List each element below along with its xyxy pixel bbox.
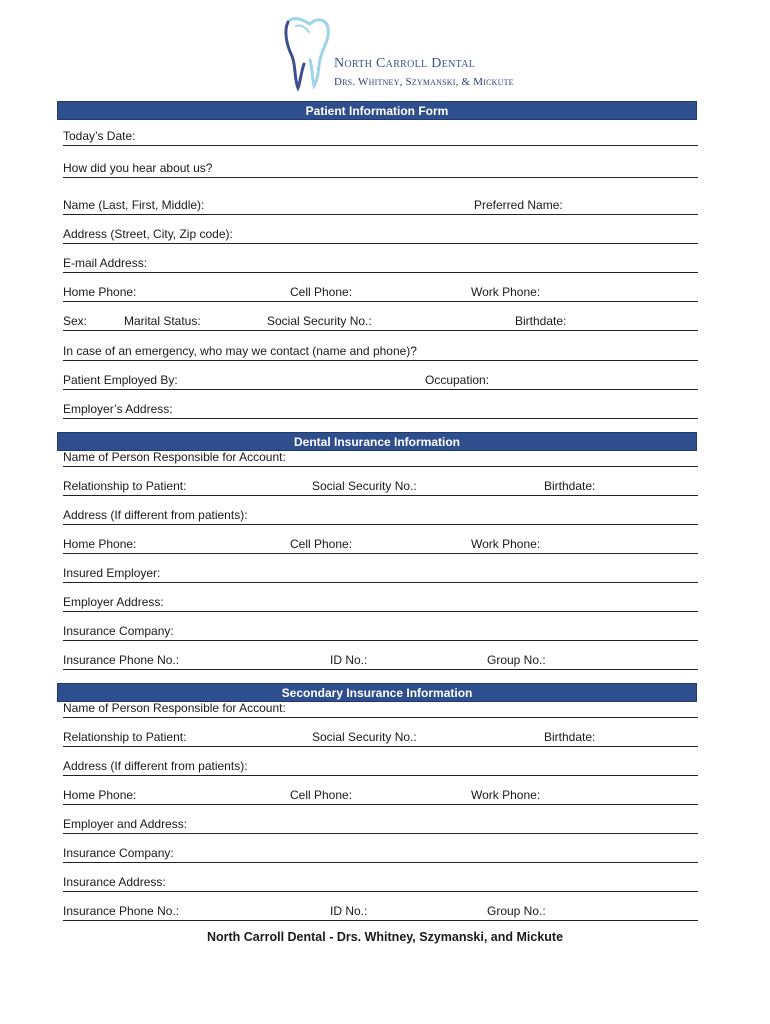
address-label: Address (Street, City, Zip code): [63,227,233,241]
field-dental-relationship[interactable] [63,478,698,496]
field-dental-address[interactable] [63,507,698,525]
field-sex-marital-ssn-birthdate[interactable] [63,313,698,331]
preferred-name-label: Preferred Name: [474,198,563,212]
secondary-group-no-label: Group No.: [487,904,546,918]
dental-employer-address-label: Employer Address: [63,595,164,609]
logo-practice-name: North Carroll Dental [334,56,476,71]
secondary-responsible-label: Name of Person Responsible for Account: [63,701,286,715]
secondary-birthdate-label: Birthdate: [544,730,596,744]
secondary-insurance-header: Secondary Insurance Information [57,683,697,702]
work-phone-label: Work Phone: [471,285,541,299]
sex-label: Sex: [63,314,88,328]
dental-insurance-phone-label: Insurance Phone No.: [63,653,180,667]
emergency-label: In case of an emergency, who may we contact (name and phone)? [63,344,417,358]
dental-insurance-company-label: Insurance Company: [63,624,174,638]
secondary-insurance-address-label: Insurance Address: [63,875,166,889]
employer-address-label: Employer’s Address: [63,402,173,416]
secondary-cell-phone-label: Cell Phone: [290,788,353,802]
field-secondary-phones[interactable] [63,787,698,805]
dental-birthdate-label: Birthdate: [544,479,596,493]
dental-home-phone-label: Home Phone: [63,537,137,551]
secondary-id-no-label: ID No.: [330,904,368,918]
field-hear-about-us[interactable] [63,160,698,178]
dental-insurance-header: Dental Insurance Information [57,432,697,451]
birthdate-label: Birthdate: [515,314,567,328]
secondary-address-label: Address (If different from patients): [63,759,248,773]
dental-address-label: Address (If different from patients): [63,508,248,522]
field-dental-responsible[interactable] [63,449,698,467]
dental-group-no-label: Group No.: [487,653,546,667]
secondary-home-phone-label: Home Phone: [63,788,137,802]
dental-id-no-label: ID No.: [330,653,368,667]
field-name-row[interactable] [63,197,698,215]
logo-doctors: Drs. Whitney, Szymanski, & Mickute [334,76,514,88]
tooth-icon [282,14,332,94]
field-emergency-contact[interactable] [63,343,698,361]
field-secondary-insurance-numbers[interactable] [63,903,698,921]
field-employer-address[interactable] [63,401,698,419]
dental-responsible-label: Name of Person Responsible for Account: [63,450,286,464]
todays-date-label: Today’s Date: [63,129,136,143]
field-dental-insurance-numbers[interactable] [63,652,698,670]
employed-by-label: Patient Employed By: [63,373,178,387]
field-secondary-relationship[interactable] [63,729,698,747]
page-footer: North Carroll Dental - Drs. Whitney, Szymanski, and Mickute [206,930,564,944]
field-secondary-responsible[interactable] [63,700,698,718]
ssn-label: Social Security No.: [267,314,372,328]
secondary-employer-address-label: Employer and Address: [63,817,188,831]
email-label: E-mail Address: [63,256,148,270]
marital-status-label: Marital Status: [124,314,201,328]
cell-phone-label: Cell Phone: [290,285,353,299]
dental-ssn-label: Social Security No.: [312,479,417,493]
secondary-insurance-phone-label: Insurance Phone No.: [63,904,180,918]
secondary-work-phone-label: Work Phone: [471,788,541,802]
field-dental-insurance-company[interactable] [63,623,698,641]
dental-work-phone-label: Work Phone: [471,537,541,551]
field-employment[interactable] [63,372,698,390]
field-secondary-insurance-address[interactable] [63,874,698,892]
home-phone-label: Home Phone: [63,285,137,299]
secondary-ssn-label: Social Security No.: [312,730,417,744]
secondary-relationship-label: Relationship to Patient: [63,730,187,744]
field-dental-employer-address[interactable] [63,594,698,612]
field-email[interactable] [63,255,698,273]
secondary-insurance-company-label: Insurance Company: [63,846,174,860]
dental-cell-phone-label: Cell Phone: [290,537,353,551]
field-todays-date[interactable] [63,128,698,146]
field-secondary-employer-address[interactable] [63,816,698,834]
dental-relationship-label: Relationship to Patient: [63,479,187,493]
patient-info-header: Patient Information Form [57,101,697,120]
name-label: Name (Last, First, Middle): [63,198,205,212]
field-secondary-insurance-company[interactable] [63,845,698,863]
field-secondary-address[interactable] [63,758,698,776]
field-dental-phones[interactable] [63,536,698,554]
field-phones[interactable] [63,284,698,302]
practice-logo [282,14,512,94]
field-address[interactable] [63,226,698,244]
occupation-label: Occupation: [425,373,490,387]
hear-about-label: How did you hear about us? [63,161,213,175]
insured-employer-label: Insured Employer: [63,566,161,580]
field-insured-employer[interactable] [63,565,698,583]
